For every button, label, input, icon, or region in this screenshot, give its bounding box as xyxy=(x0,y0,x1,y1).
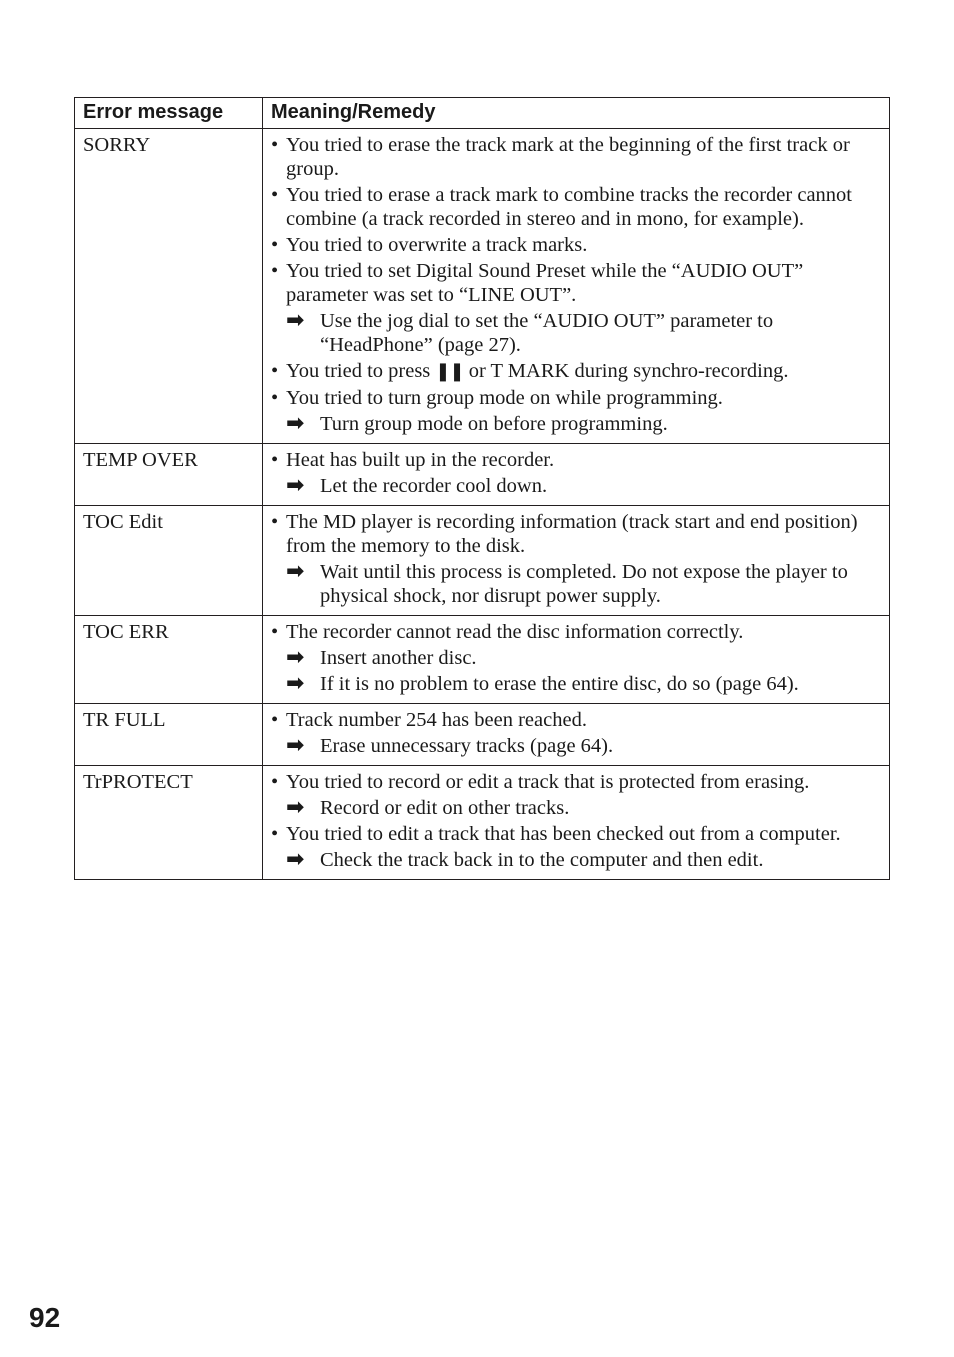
meaning-bullet xyxy=(271,448,882,472)
right-arrow-icon: ➡ xyxy=(286,795,305,820)
item-text: You tried to edit a track that has been checked out from a computer. xyxy=(286,823,841,845)
meaning-bullet xyxy=(271,386,882,410)
right-arrow-icon: ➡ xyxy=(286,308,305,333)
item-text: You tried to overwrite a track marks. xyxy=(286,234,588,256)
item-text: Check the track back in to the computer and then edit. xyxy=(320,849,764,871)
bullet-icon: • xyxy=(271,449,279,471)
table-row xyxy=(75,506,890,616)
remedy-line xyxy=(286,474,882,498)
table-row xyxy=(75,129,890,444)
meaning-remedy-cell xyxy=(263,616,890,704)
table-body xyxy=(75,129,890,880)
remedy-line xyxy=(286,848,882,872)
meaning-remedy-cell xyxy=(263,766,890,880)
bullet-icon: • xyxy=(271,709,279,731)
meaning-remedy-cell xyxy=(263,444,890,506)
item-text: Use the jog dial to set the “AUDIO OUT” parameter to “HeadPhone” (page 27). xyxy=(320,310,774,356)
right-arrow-icon: ➡ xyxy=(286,733,305,758)
meaning-bullet xyxy=(271,510,882,558)
meaning-bullet xyxy=(271,233,882,257)
item-text: You tried to turn group mode on while programming. xyxy=(286,387,723,409)
bullet-icon: • xyxy=(271,621,279,643)
table-row xyxy=(75,766,890,880)
item-text: You tried to set Digital Sound Preset while the “AUDIO OUT” parameter was set to “LINE OUT”. xyxy=(286,260,804,306)
table-row xyxy=(75,704,890,766)
error-message-cell: TEMP OVER xyxy=(75,444,263,506)
meaning-bullet xyxy=(271,259,882,307)
item-text: Track number 254 has been reached. xyxy=(286,709,587,731)
error-messages-table xyxy=(74,97,890,880)
meaning-bullet xyxy=(271,822,882,846)
item-text: Wait until this process is completed. Do not expose the player to physical shock, nor disrupt power supply. xyxy=(320,561,848,607)
table-row xyxy=(75,444,890,506)
item-text: The recorder cannot read the disc information correctly. xyxy=(286,621,744,643)
meaning-bullet xyxy=(271,620,882,644)
item-text: Turn group mode on before programming. xyxy=(320,413,668,435)
error-message-cell: TOC Edit xyxy=(75,506,263,616)
item-text: Erase unnecessary tracks (page 64). xyxy=(320,735,614,757)
item-text: You tried to erase a track mark to combine tracks the recorder cannot combine (a track recorded in stereo and in mono, for example). xyxy=(286,184,853,230)
bullet-icon: • xyxy=(271,184,279,206)
item-text: Insert another disc. xyxy=(320,647,477,669)
remedy-line xyxy=(286,309,882,357)
right-arrow-icon: ➡ xyxy=(286,671,305,696)
error-message-cell: SORRY xyxy=(75,129,263,444)
table-header-row xyxy=(75,98,890,129)
remedy-line xyxy=(286,734,882,758)
right-arrow-icon: ➡ xyxy=(286,411,305,436)
right-arrow-icon: ➡ xyxy=(286,473,305,498)
item-text: You tried to record or edit a track that is protected from erasing. xyxy=(286,771,810,793)
meaning-remedy-cell xyxy=(263,129,890,444)
bullet-icon: • xyxy=(271,771,279,793)
item-text: If it is no problem to erase the entire disc, do so (page 64). xyxy=(320,673,799,695)
meaning-remedy-cell xyxy=(263,506,890,616)
column-header-error-message: Error message xyxy=(75,98,263,129)
column-header-meaning-remedy: Meaning/Remedy xyxy=(263,98,890,129)
remedy-line xyxy=(286,796,882,820)
remedy-line xyxy=(286,560,882,608)
item-text-after: or T MARK during synchro-recording. xyxy=(463,360,789,382)
remedy-line xyxy=(286,672,882,696)
item-text: The MD player is recording information (track start and end position) from the memory to the disk. xyxy=(286,511,858,557)
table-row xyxy=(75,616,890,704)
meaning-bullet xyxy=(271,133,882,181)
item-text: Record or edit on other tracks. xyxy=(320,797,570,819)
error-message-cell: TOC ERR xyxy=(75,616,263,704)
item-text xyxy=(286,359,882,384)
item-text-before: You tried to press xyxy=(286,360,436,382)
page-number: 92 xyxy=(29,1302,61,1333)
right-arrow-icon: ➡ xyxy=(286,559,305,584)
bullet-icon: • xyxy=(271,134,279,156)
right-arrow-icon: ➡ xyxy=(286,645,305,670)
error-message-cell: TR FULL xyxy=(75,704,263,766)
item-text: You tried to erase the track mark at the beginning of the first track or group. xyxy=(286,134,850,180)
bullet-icon: • xyxy=(271,387,279,409)
item-text: Let the recorder cool down. xyxy=(320,475,548,497)
error-message-cell: TrPROTECT xyxy=(75,766,263,880)
meaning-bullet xyxy=(271,708,882,732)
bullet-icon: • xyxy=(271,234,279,256)
right-arrow-icon: ➡ xyxy=(286,847,305,872)
meaning-remedy-cell xyxy=(263,704,890,766)
bullet-icon: • xyxy=(271,511,279,533)
pause-icon: ❚❚ xyxy=(435,361,464,382)
remedy-line xyxy=(286,646,882,670)
item-text: Heat has built up in the recorder. xyxy=(286,449,555,471)
bullet-icon: • xyxy=(271,823,279,845)
remedy-line xyxy=(286,412,882,436)
bullet-icon: • xyxy=(271,360,279,382)
meaning-bullet xyxy=(271,359,882,384)
bullet-icon: • xyxy=(271,260,279,282)
meaning-bullet xyxy=(271,770,882,794)
meaning-bullet xyxy=(271,183,882,231)
